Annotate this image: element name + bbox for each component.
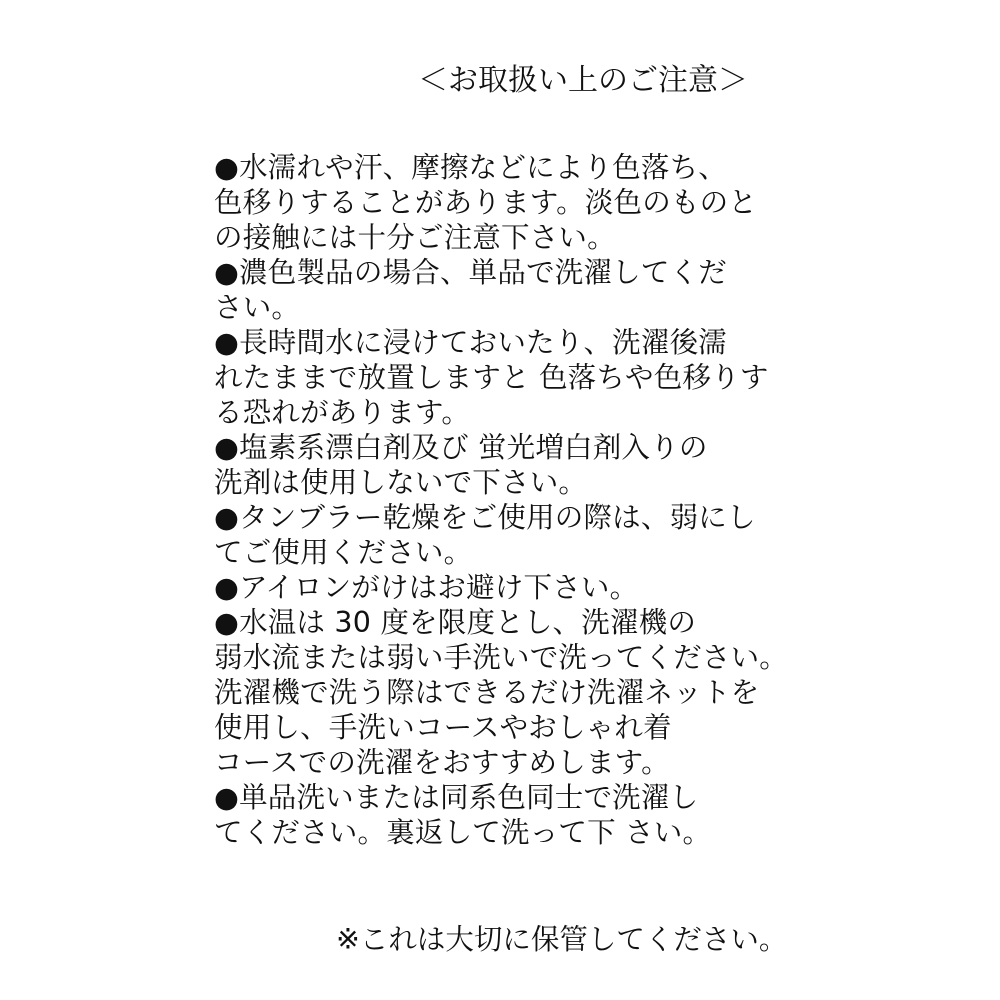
instruction-line: さい。: [214, 291, 301, 324]
instruction-line: ●アイロンがけはお避け下さい。: [214, 571, 639, 604]
instruction-line: の接触には十分ご注意下さい。: [214, 221, 616, 254]
instruction-line: ●水濡れや汗、摩擦などにより色落ち、: [214, 151, 727, 184]
instruction-line: 洗剤は使用しないで下さい。: [214, 466, 588, 499]
care-instructions: [214, 150, 814, 850]
instruction-line: 使用し、手洗いコースやおしゃれ着: [214, 711, 672, 744]
instruction-line: コースでの洗濯をおすすめします。: [214, 746, 670, 779]
instruction-line: ●単品洗いまたは同系色同士で洗濯し: [214, 781, 699, 814]
instruction-line: ●濃色製品の場合、単品で洗濯してくだ: [214, 256, 727, 289]
storage-note: ※これは大切に保管してください。: [336, 923, 788, 956]
instruction-line: 色移りすることがあります。淡色のものと: [214, 186, 758, 219]
instruction-line: 弱水流または弱い手洗いで洗ってください。: [214, 641, 789, 674]
instruction-line: ●タンブラー乾燥をご使用の際は、弱にし: [214, 501, 756, 534]
instruction-line: ●塩素系漂白剤及び 蛍光増白剤入りの: [214, 431, 708, 464]
instruction-line: 洗濯機で洗う際はできるだけ洗濯ネットを: [214, 676, 760, 709]
instruction-line: れたままで放置しますと 色落ちや色移りす: [214, 361, 769, 394]
instruction-line: ●長時間水に浸けておいたり、洗濯後濡: [214, 326, 727, 359]
instruction-line: てご使用ください。: [214, 536, 473, 569]
instruction-line: る恐れがあります。: [214, 396, 471, 429]
page-title: ＜お取扱い上のご注意＞: [418, 63, 748, 98]
instruction-line: てください。裏返して洗って下 さい。: [214, 816, 712, 849]
instruction-line: ●水温は 30 度を限度とし、洗濯機の: [214, 606, 697, 639]
